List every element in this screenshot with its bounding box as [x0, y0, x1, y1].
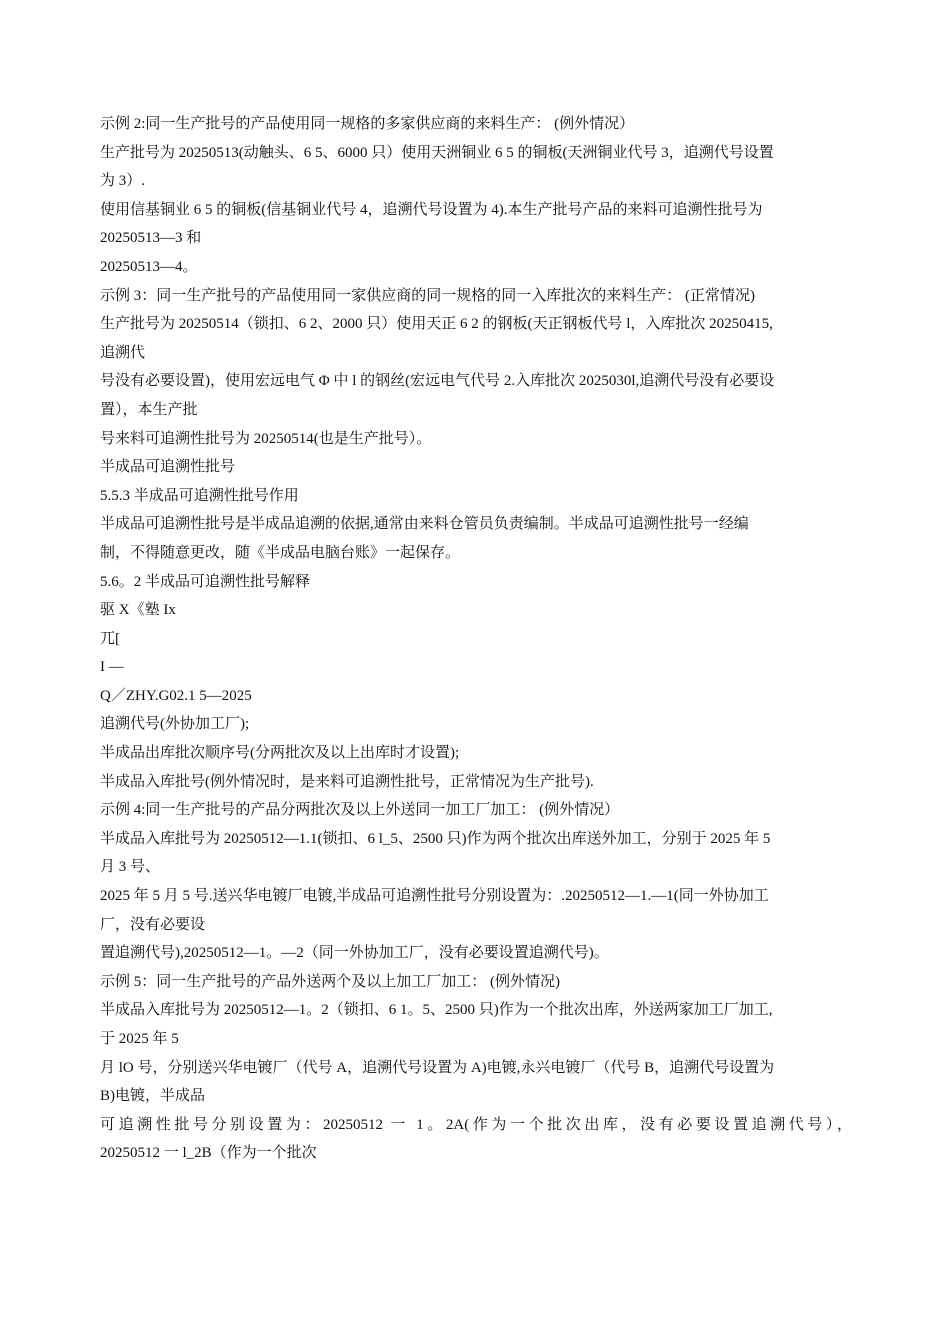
text-line: 厂，没有必要设 — [100, 916, 206, 933]
text-line: 半成品入库批号为 20250512—1.1(锁扣、6 l_5、2500 只)作为两个批次出库送外加工，分别于 2025 年 5 — [100, 830, 771, 847]
text-line: 半成品可追溯性批号是半成品追溯的依据,通常由来料仓管员负责编制。半成品可追溯性批号一经编 — [100, 516, 749, 533]
text-line: 示例 5：同一生产批号的产品外送两个及以上加工厂加工： (例外情况) — [100, 973, 560, 990]
text-line: 示例 3：同一生产批号的产品使用同一家供应商的同一规格的同一入库批次的来料生产： (正常情况) — [100, 287, 755, 304]
text-line: 20250512 一 l_2B（作为一个批次 — [100, 1145, 317, 1162]
text-line: 制，不得随意更改，随《半成品电脑台账》一起保存。 — [100, 544, 461, 561]
section-heading: 半成品可追溯性批号 — [100, 459, 236, 476]
text-line: 号来料可追溯性批号为 20250514(也是生产批号）。 — [100, 430, 432, 447]
text-line: 置追溯代号),20250512—1。—2（同一外协加工厂，没有必要设置追溯代号)。 — [100, 945, 609, 962]
text-line: 月 lO 号，分别送兴华电镀厂（代号 A，追溯代号设置为 A)电镀,永兴电镀厂（代号 B，追溯代号设置为 — [100, 1059, 775, 1076]
text-line: 于 2025 年 5 — [100, 1031, 179, 1047]
text-line: 使用信基铜业 6 5 的铜板(信基铜业代号 4，追溯代号设置为 4).本生产批号产品的来料可追溯性批号为 — [100, 201, 763, 218]
text-line: 号没有必要设置)，使用宏远电气 Φ 中 l 的钢丝(宏远电气代号 2.入库批次 2025030l,追溯代号没有必要设 — [100, 373, 775, 390]
document-page — [100, 110, 852, 1168]
text-line: 月 3 号、 — [100, 859, 161, 876]
text-line: 20250513—4。 — [100, 258, 198, 275]
text-line: 示例 4:同一生产批号的产品分两批次及以上外送同一加工厂加工： (例外情况） — [100, 802, 620, 819]
section-heading: 5.5.3 半成品可追溯性批号作用 — [100, 487, 299, 504]
text-line: 置），本生产批 — [100, 401, 198, 418]
text-line: 20250513—3 和 — [100, 230, 202, 247]
text-line: I — — [100, 659, 124, 676]
text-line: 2025 年 5 月 5 号.送兴华电镀厂电镀,半成品可追溯性批号分别设置为：.20250512—1.—1(同一外协加工 — [100, 888, 769, 905]
text-line: 半成品入库批号(例外情况时，是来料可追溯性批号，正常情况为生产批号). — [100, 773, 594, 790]
text-line: 驱 X《塾 Ix — [100, 602, 176, 619]
text-line: 示例 2:同一生产批号的产品使用同一规格的多家供应商的来料生产： (例外情况） — [100, 116, 635, 132]
standard-code: Q／ZHY.G02.1 5—2025 — [100, 687, 252, 704]
section-heading: 5.6。2 半成品可追溯性批号解释 — [100, 573, 311, 590]
text-line: B)电镀，半成品 — [100, 1088, 206, 1105]
text-line: 半成品出库批次顺序号(分两批次及以上出库时才设置); — [100, 745, 460, 762]
text-line: 追溯代 — [100, 344, 146, 361]
text-line: 生产批号为 20250513(动触头、6 5、6000 只）使用天洲铜业 6 5 的铜板(天洲铜业代号 3，追溯代号设置 — [100, 144, 774, 161]
text-line: 半成品入库批号为 20250512—1。2（锁扣、6 1。5、2500 只)作为一个批次出库，外送两家加工厂加工, — [100, 1002, 773, 1019]
text-line: 追溯代号(外协加工厂); — [100, 716, 250, 733]
text-line: 为 3）. — [100, 173, 146, 190]
text-line: 兀[ — [100, 630, 120, 647]
text-line: 生产批号为 20250514（锁扣、6 2、2000 只）使用天正 6 2 的钢板(天正钢板代号 l，入库批次 20250415, — [100, 316, 773, 333]
text-line: 可追溯性批号分别设置为：20250512 一 1。2A(作为一个批次出库，没有必要设置追溯代号）， — [100, 1116, 852, 1133]
